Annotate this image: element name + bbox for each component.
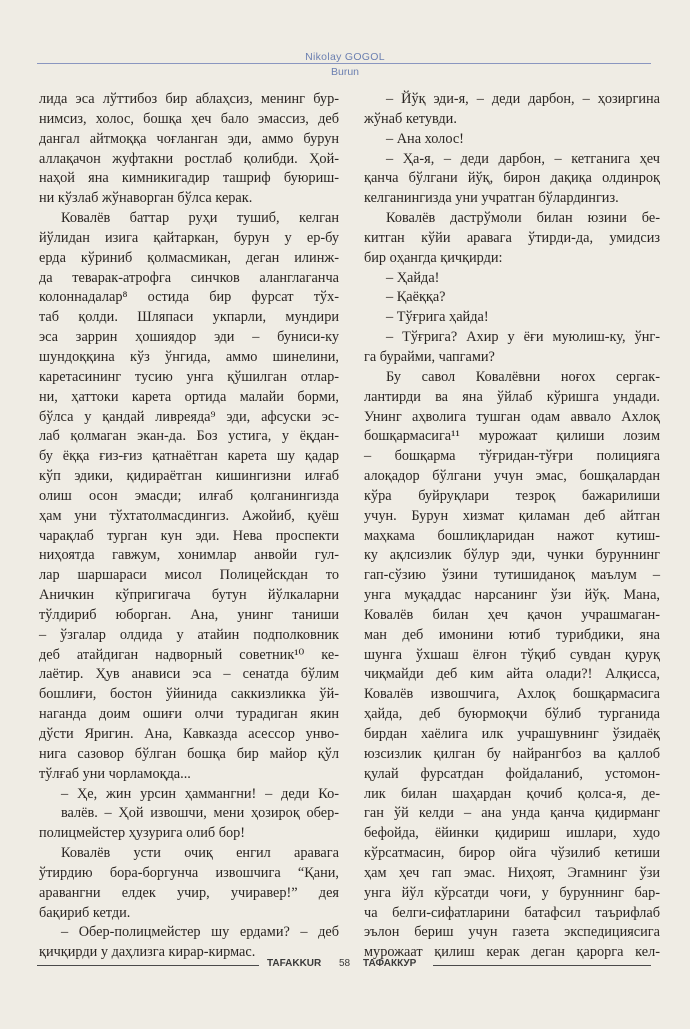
text-line: – Ҳе, жин урсин ҳаммангни! – деди Ко- bbox=[61, 785, 339, 802]
text-line: Унинг аҳволига тушган одам аввало Ахлоқ bbox=[364, 408, 660, 425]
text-line: ҳам ҳеч гап эмас. Ниҳоят, Эгамнинг ўзи bbox=[364, 864, 660, 881]
text-column-left bbox=[39, 90, 339, 963]
text-line: бефойда, ёйинки қидириш ишлари, худо bbox=[364, 825, 660, 842]
text-line: дўсти Яригин. Ана, Кавказда асессор унво- bbox=[39, 726, 339, 742]
text-line: – Йўқ эди-я, – деди дарбон, – ҳозиргина bbox=[386, 91, 660, 107]
text-line: Ковалёв баттар руҳи тушиб, келган bbox=[61, 210, 339, 227]
text-line: ҳам уни тўхтатолмасдингиз. Ажойиб, қуёш bbox=[39, 507, 339, 524]
footer-rule-right bbox=[433, 965, 651, 966]
running-header-title: Burun bbox=[330, 66, 360, 78]
text-line: нига сазовор бўлган бошқа бир майор қўл bbox=[39, 745, 339, 762]
text-line: колоннадалар⁸ остида бир фурсат тўх- bbox=[39, 289, 339, 306]
text-line: Ковалёв дастрўмоли билан юзини бе- bbox=[386, 210, 660, 227]
text-line: учун. Бурун хизмат қиламан деб айтган bbox=[364, 507, 660, 524]
text-line: кўра буйруқлари тезроқ бажарилиши bbox=[364, 487, 660, 504]
text-line: ниҳоятда гавжум, хонимлар анвойи гул- bbox=[39, 547, 339, 564]
text-line: лантирди ва яна ўйлаб кўришга ундади. bbox=[364, 388, 660, 405]
footer-rule-left bbox=[37, 965, 259, 966]
text-line: – бошқарма тўғридан-тўғри полицияга bbox=[364, 448, 660, 465]
text-line: ман деб имонини ютиб турибдики, яна bbox=[364, 626, 660, 643]
text-line: наҳой яна кимникигадир ташриф буюриш- bbox=[39, 170, 339, 187]
text-line: қанча бўлгани йўқ, бирон дақиқа олдинроқ bbox=[364, 170, 660, 187]
text-line: нимсиз, холос, бошқа ҳеч бало эмассиз, деб bbox=[39, 110, 339, 127]
text-line: кўп эдики, қидираётган кишингизни илғаб bbox=[39, 468, 339, 485]
text-line: бир оҳангда қичқирди: bbox=[364, 249, 503, 266]
text-line: – ўзгалар олдида у атайин подполковник bbox=[39, 626, 339, 643]
text-line: полицмейстер ҳузурига олиб бор! bbox=[39, 825, 246, 842]
text-line: эса заррин ҳошиядор эди – буниси-ку bbox=[39, 329, 339, 346]
text-line: унга йўл кўрсатди чоғи, у буруннинг бар- bbox=[364, 884, 660, 901]
text-line: Ковалёв извошчига, Ахлоқ бошқармасига bbox=[364, 686, 660, 703]
text-line: китган кўйи аравага ўтирди-да, умидсиз bbox=[364, 229, 660, 246]
text-line: – Ҳа-я, – деди дарбон, – кетганига ҳеч bbox=[386, 150, 660, 167]
text-line: ни, ҳаттоки карета ортида малайи борми, bbox=[39, 388, 339, 405]
text-line: лаётир. Ҳув анависи эса – сенатда бўлим bbox=[39, 666, 339, 683]
page-number: 58 bbox=[339, 958, 351, 969]
header-rule bbox=[37, 63, 651, 64]
text-line: мурожаат қилиш керак деган қарорга кел- bbox=[364, 944, 660, 961]
text-line: қичқирди у даҳлизга кирар-кирмас. bbox=[39, 944, 256, 961]
text-line: валёв. – Ҳой извошчи, мени ҳозироқ обер- bbox=[61, 805, 339, 822]
text-line: каретасининг тусию унга қўшилган отлар- bbox=[39, 368, 339, 385]
text-line: Ковалёв билан ҳеч қачон учрашмаган- bbox=[364, 606, 660, 623]
text-line: ча белги-сифатларини батафсил таърифлаб bbox=[364, 904, 660, 921]
text-line: гап-сўзию ўзини тутишиданоқ маълум – bbox=[364, 567, 660, 584]
footer-journal-cyrillic: ТАФАККУР bbox=[363, 958, 417, 969]
text-line: лаб қолмаган экан-да. Боз устига, у ёқдан- bbox=[39, 428, 339, 445]
text-line: бошлиғи, бостон ўйинида саккизликка ўй- bbox=[39, 686, 339, 703]
text-line: лида эса лўттибоз бир аблаҳсиз, менинг бур- bbox=[39, 91, 339, 107]
text-line: – Ҳайда! bbox=[386, 269, 440, 286]
text-line: Ковалёв усти очиқ енгил аравага bbox=[61, 845, 339, 862]
footer-journal-latin: TAFAKKUR bbox=[267, 958, 322, 969]
text-line: – Ана холос! bbox=[386, 130, 464, 147]
text-line: – Қаёққа? bbox=[386, 289, 446, 306]
text-line: ган ўй келди – ана унда қанча қидирманг bbox=[364, 805, 660, 822]
text-line: кўрсатмасин, бирор ойга чўзилиб кетиши bbox=[364, 845, 660, 862]
text-line: га бурайми, чапгами? bbox=[364, 348, 495, 365]
text-line: қулай фурсатдан фойдаланиб, устомон- bbox=[364, 765, 660, 782]
text-line: лик билан шаҳардан қочиб қолса-я, де- bbox=[364, 785, 660, 802]
text-line: ни кўзлаб жўнаворган бўлса керак. bbox=[39, 190, 253, 207]
text-line: деб атайдиган надворный советник¹⁰ ке- bbox=[39, 646, 339, 663]
text-line: – Тўғрига ҳайда! bbox=[386, 309, 489, 326]
text-line: Аничкин кўпригигача бутун йўлкаларни bbox=[39, 587, 339, 604]
page-footer bbox=[37, 957, 651, 973]
text-line: бўлса у қандай ливреяда⁹ эди, афсуски эс- bbox=[39, 408, 339, 425]
text-line: маҳкама бошлиқларидан нажот кутиш- bbox=[364, 527, 660, 544]
text-line: алоқадор бўлгани учун эмас, бошқалардан bbox=[364, 468, 660, 485]
text-line: лар шаршараси мисол Полицейскдан то bbox=[39, 567, 339, 584]
running-header-author: Nikolay GOGOL bbox=[305, 51, 385, 63]
text-line: бошқармасига¹¹ мурожаат қилиши лозим bbox=[364, 428, 660, 445]
text-line: аллақачон жуфтакни ростлаб қолибди. Ҳой- bbox=[39, 150, 339, 167]
text-line: аравангни елдек учир, учиравер!” дея bbox=[39, 884, 339, 901]
text-line: эълон бериш учун газета экспедициясига bbox=[364, 924, 660, 941]
text-line: чиқмайди деб ким айта олади?! Алқисса, bbox=[364, 666, 660, 683]
text-line: тўлғаб уни чорламоқда... bbox=[39, 765, 191, 782]
text-line: жўнаб кетувди. bbox=[364, 110, 457, 127]
text-line: ҳайда, деб буюрмоқчи бўлиб турганида bbox=[364, 706, 660, 723]
text-line: наганда доим ошиғи олчи турадиган якин bbox=[39, 706, 339, 723]
text-line: олиш осон эмасди; илғаб қолганингизда bbox=[39, 487, 339, 504]
text-line: ку ақлсизлик бўлур эди, чунки буруннинг bbox=[364, 547, 660, 564]
text-line: келганингизда уни учратган бўлардингиз. bbox=[364, 190, 619, 207]
text-line: чарақлаб турган кун эди. Нева проспекти bbox=[39, 527, 339, 544]
text-line: да теварак-атрофга синчков аланглаганча bbox=[39, 269, 339, 286]
text-line: шунга ўхшаш ёлғон тўқиб сувдан қуруқ bbox=[364, 646, 660, 663]
text-line: ерда кўриниб қолмасмикан, деган илинж- bbox=[39, 249, 339, 266]
text-line: шундоққина кўз ўнгида, аммо шинелини, bbox=[39, 348, 339, 365]
text-line: бу ёққа ғиз-ғиз қатнаётган карета шу қадар bbox=[39, 448, 339, 465]
text-line: Бу савол Ковалёвни ноғох сергак- bbox=[386, 368, 660, 385]
text-column-right bbox=[364, 90, 660, 963]
text-line: бирдан хаёлига илк учрашувнинг ўзидаёқ bbox=[364, 726, 660, 742]
text-line: – Тўғрига? Ахир у ёғи муюлиш-ку, ўнг- bbox=[386, 329, 660, 346]
text-line: унга муқаддас нарсанинг ўзи йўқ. Мана, bbox=[364, 587, 660, 604]
text-line: тўлдириб юборган. Ана, унинг таниши bbox=[39, 606, 339, 623]
text-line: юзсизлик қилган бу найрангбоз ва қаллоб bbox=[364, 745, 660, 762]
text-line: дангал айтмоққа чоғланган эди, аммо бурун bbox=[39, 130, 339, 147]
text-line: йўлидан изига қайтаркан, бурун у ер-бу bbox=[39, 229, 339, 246]
text-line: таб қолди. Шляпаси укпарли, мундири bbox=[39, 309, 339, 326]
text-line: ўтирдию бора-боргунча извошчига “Қани, bbox=[39, 864, 339, 881]
text-line: бақириб кетди. bbox=[39, 904, 131, 921]
text-line: – Обер-полицмейстер шу ердами? – деб bbox=[61, 924, 339, 941]
